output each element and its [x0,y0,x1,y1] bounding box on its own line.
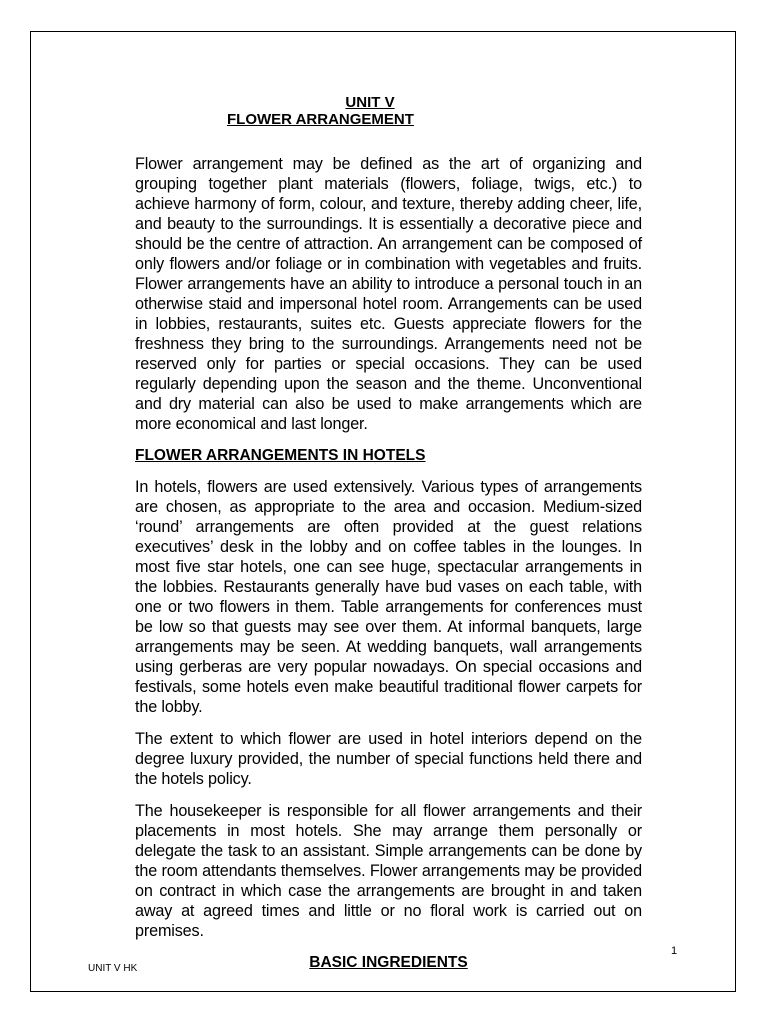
paragraph-hotels: In hotels, flowers are used extensively. Various types of arrangements are chosen, as appropriate to the area and occasion. Medium-sized ‘round’ arrangements are often provided at the guest relations executives’ desk in the lobby and on coffee tables in the lounges. In most five star hotels, one can see huge, spectacular arrangements in the lobbies. Restaurants generally have bud vases on each table, with one or two flowers in them. Table arrangements for conferences must be low so that guests may see over them. At informal banquets, large arrangements may be seen. At wedding banquets, wall arrangements using gerberas are very popular nowadays. On special occasions and festivals, some hotels even make beautiful traditional flower carpets for the lobby. [135,478,642,716]
paragraph-intro: Flower arrangement may be defined as the art of organizing and grouping together plant materials (flowers, foliage, twigs, etc.) to achieve harmony of form, colour, and texture, thereby adding cheer, life, and beauty to the surroundings. It is essentially a decorative piece and should be the centre of attraction. An arrangement can be composed of only flowers and/or foliage or in combination with vegetables and fruits. Flower arrangements have an ability to introduce a personal touch in an otherwise staid and impersonal hotel room. Arrangements can be used in lobbies, restaurants, suites etc. Guests appreciate flowers for the freshness they bring to the surroundings. Arrangements need not be reserved only for parties or special occasions. They can be used regularly depending upon the season and the theme. Unconventional and dry material can also be used to make arrangements which are more economical and last longer. [135,155,642,433]
unit-title-text: UNIT V [345,94,395,111]
section-heading-hotels-text: FLOWER ARRANGEMENTS IN HOTELS [135,447,426,464]
section-heading-hotels [135,446,642,466]
page-number: 1 [671,945,678,957]
paragraph-extent: The extent to which flower are used in hotel interiors depend on the degree luxury provided, the number of special functions held there and the hotels policy. [135,730,642,788]
document-body [135,94,642,973]
section-heading-ingredients [135,953,642,973]
section-heading-ingredients-text: BASIC INGREDIENTS [309,954,468,971]
paragraph-housekeeper: The housekeeper is responsible for all flower arrangements and their placements in most hotels. She may arrange them personally or delegate the task to an assistant. Simple arrangements can be done by the room attendants themselves. Flower arrangements may be provided on contract in which case the arrangements are brought in and taken away at agreed times and little or no floral work is carried out on premises. [135,802,642,940]
unit-title [135,94,605,111]
main-title-text: FLOWER ARRANGEMENT [227,111,414,128]
main-title [227,111,642,128]
page-footer: UNIT V HK [88,963,138,974]
